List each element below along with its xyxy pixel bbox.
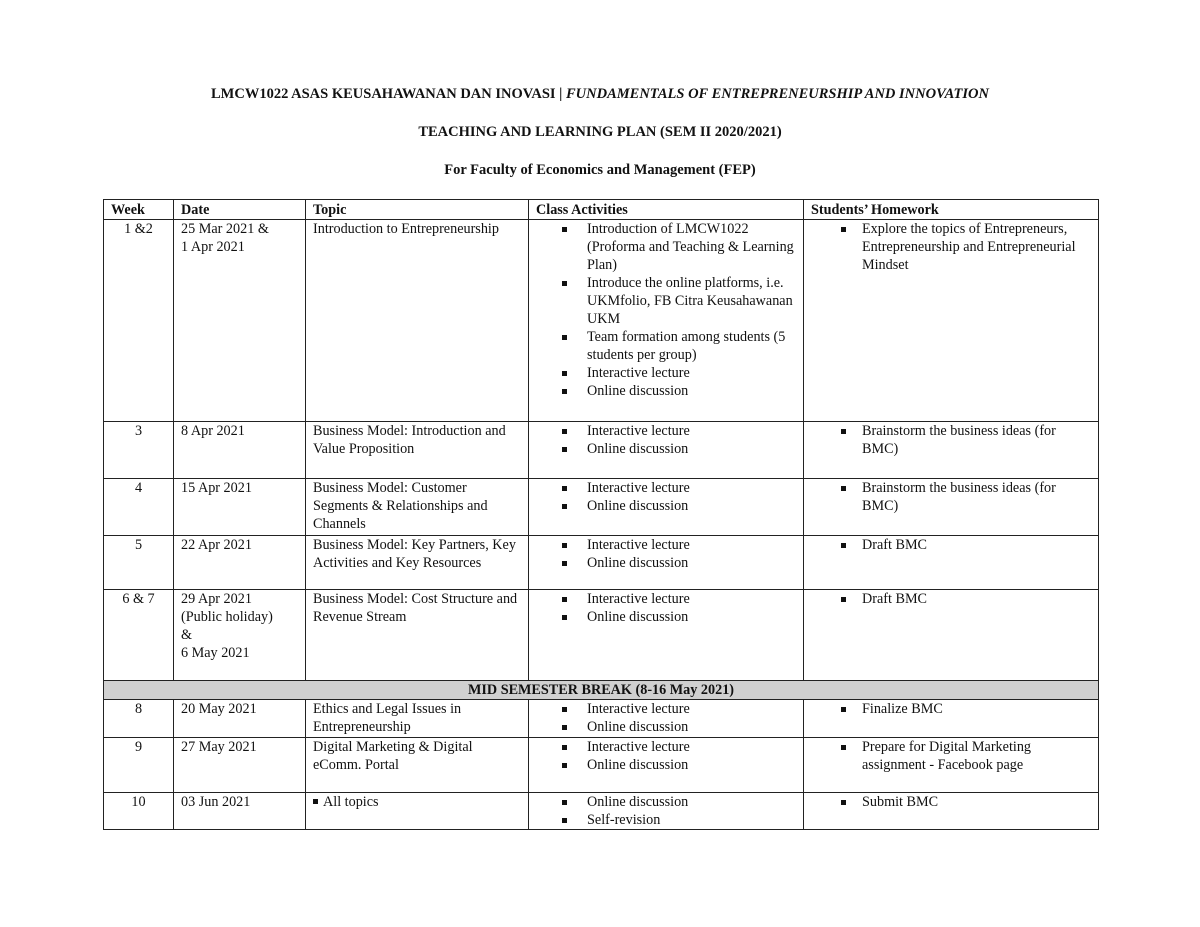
activity-item: Interactive lecture bbox=[536, 422, 796, 440]
activities-cell bbox=[529, 793, 804, 830]
homework-item: Submit BMC bbox=[811, 793, 1091, 811]
date-line: 03 Jun 2021 bbox=[181, 794, 251, 810]
homework-cell bbox=[804, 738, 1099, 793]
homework-item: Prepare for Digital Marketing assignment - Facebook page bbox=[811, 738, 1091, 774]
mid-semester-break-label: MID SEMESTER BREAK (8-16 May 2021) bbox=[104, 681, 1099, 700]
date-cell bbox=[174, 700, 306, 738]
date-cell bbox=[174, 422, 306, 479]
homework-item: Draft BMC bbox=[811, 536, 1091, 554]
homework-item: Finalize BMC bbox=[811, 700, 1091, 718]
mid-semester-break-row bbox=[104, 681, 1099, 700]
topic-text: All topics bbox=[323, 794, 379, 810]
topic-cell bbox=[306, 793, 529, 830]
header-date: Date bbox=[174, 200, 306, 220]
date-line: & bbox=[181, 627, 193, 643]
date-cell bbox=[174, 220, 306, 422]
activity-item: Online discussion bbox=[536, 382, 796, 400]
header-week: Week bbox=[104, 200, 174, 220]
table-row bbox=[104, 700, 1099, 738]
table-row bbox=[104, 479, 1099, 536]
date-line: 29 Apr 2021 bbox=[181, 591, 252, 607]
activities-cell bbox=[529, 536, 804, 590]
week-cell: 5 bbox=[104, 536, 174, 590]
topic-cell: Digital Marketing & Digital eComm. Portal bbox=[306, 738, 529, 793]
date-line: 22 Apr 2021 bbox=[181, 537, 252, 553]
activity-item: Team formation among students (5 students per group) bbox=[536, 328, 796, 364]
table-header-row bbox=[104, 200, 1099, 220]
date-cell bbox=[174, 479, 306, 536]
topic-cell: Business Model: Customer Segments & Relationships and Channels bbox=[306, 479, 529, 536]
activity-item: Interactive lecture bbox=[536, 590, 796, 608]
date-cell bbox=[174, 738, 306, 793]
date-line: 27 May 2021 bbox=[181, 739, 257, 755]
activity-item: Online discussion bbox=[536, 554, 796, 572]
activities-cell bbox=[529, 422, 804, 479]
topic-cell: Business Model: Introduction and Value Proposition bbox=[306, 422, 529, 479]
activity-item: Self-revision bbox=[536, 811, 796, 829]
activity-item: Interactive lecture bbox=[536, 536, 796, 554]
activity-item: Interactive lecture bbox=[536, 738, 796, 756]
header-homework: Students’ Homework bbox=[804, 200, 1099, 220]
homework-cell bbox=[804, 793, 1099, 830]
date-line: (Public holiday) bbox=[181, 609, 273, 625]
faculty-subtitle: For Faculty of Economics and Management (FEP) bbox=[444, 162, 756, 178]
activity-item: Online discussion bbox=[536, 756, 796, 774]
week-cell: 10 bbox=[104, 793, 174, 830]
date-line: 25 Mar 2021 & bbox=[181, 221, 269, 237]
homework-cell bbox=[804, 700, 1099, 738]
week-cell: 4 bbox=[104, 479, 174, 536]
date-line: 15 Apr 2021 bbox=[181, 480, 252, 496]
week-cell: 9 bbox=[104, 738, 174, 793]
date-cell bbox=[174, 536, 306, 590]
homework-cell bbox=[804, 536, 1099, 590]
homework-cell bbox=[804, 590, 1099, 681]
table-row bbox=[104, 793, 1099, 830]
homework-cell bbox=[804, 479, 1099, 536]
date-cell bbox=[174, 793, 306, 830]
homework-cell bbox=[804, 422, 1099, 479]
activity-item: Online discussion bbox=[536, 793, 796, 811]
activity-item: Online discussion bbox=[536, 497, 796, 515]
homework-item: Explore the topics of Entrepreneurs, Entrepreneurship and Entrepreneurial Mindset bbox=[811, 220, 1091, 274]
document-title bbox=[0, 86, 1200, 103]
activities-cell bbox=[529, 738, 804, 793]
plan-subtitle: TEACHING AND LEARNING PLAN (SEM II 2020/2021) bbox=[418, 124, 782, 140]
homework-item: Brainstorm the business ideas (for BMC) bbox=[811, 479, 1091, 515]
topic-cell: Ethics and Legal Issues in Entrepreneurship bbox=[306, 700, 529, 738]
table-row bbox=[104, 590, 1099, 681]
week-cell: 3 bbox=[104, 422, 174, 479]
activities-cell bbox=[529, 220, 804, 422]
header-class-activities: Class Activities bbox=[529, 200, 804, 220]
homework-item: Draft BMC bbox=[811, 590, 1091, 608]
activity-item: Introduction of LMCW1022 (Proforma and Teaching & Learning Plan) bbox=[536, 220, 796, 274]
activity-item: Interactive lecture bbox=[536, 364, 796, 382]
activities-cell bbox=[529, 700, 804, 738]
activity-item: Online discussion bbox=[536, 440, 796, 458]
date-line: 8 Apr 2021 bbox=[181, 423, 245, 439]
date-cell bbox=[174, 590, 306, 681]
date-line: 1 Apr 2021 bbox=[181, 239, 245, 255]
week-cell: 6 & 7 bbox=[104, 590, 174, 681]
table-row bbox=[104, 422, 1099, 479]
week-cell: 1 &2 bbox=[104, 220, 174, 422]
topic-cell: Introduction to Entrepreneurship bbox=[306, 220, 529, 422]
activity-item: Online discussion bbox=[536, 608, 796, 626]
activity-item: Interactive lecture bbox=[536, 479, 796, 497]
course-english-title: FUNDAMENTALS OF ENTREPRENEURSHIP AND INNOVATION bbox=[566, 86, 989, 102]
topic-cell: Business Model: Cost Structure and Revenue Stream bbox=[306, 590, 529, 681]
table-row bbox=[104, 220, 1099, 422]
header-topic: Topic bbox=[306, 200, 529, 220]
activity-item: Online discussion bbox=[536, 718, 796, 736]
homework-item: Brainstorm the business ideas (for BMC) bbox=[811, 422, 1091, 458]
bullet-icon bbox=[313, 799, 318, 804]
topic-cell: Business Model: Key Partners, Key Activities and Key Resources bbox=[306, 536, 529, 590]
table-row bbox=[104, 738, 1099, 793]
week-cell: 8 bbox=[104, 700, 174, 738]
homework-cell bbox=[804, 220, 1099, 422]
course-code-title: LMCW1022 ASAS KEUSAHAWANAN DAN INOVASI | bbox=[210, 86, 563, 102]
date-line: 20 May 2021 bbox=[181, 701, 257, 717]
activities-cell bbox=[529, 479, 804, 536]
activities-cell bbox=[529, 590, 804, 681]
activity-item: Interactive lecture bbox=[536, 700, 796, 718]
teaching-plan-table bbox=[103, 199, 1099, 830]
activity-item: Introduce the online platforms, i.e. UKMfolio, FB Citra Keusahawanan UKM bbox=[536, 274, 796, 328]
date-line: 6 May 2021 bbox=[181, 645, 250, 661]
table-row bbox=[104, 536, 1099, 590]
